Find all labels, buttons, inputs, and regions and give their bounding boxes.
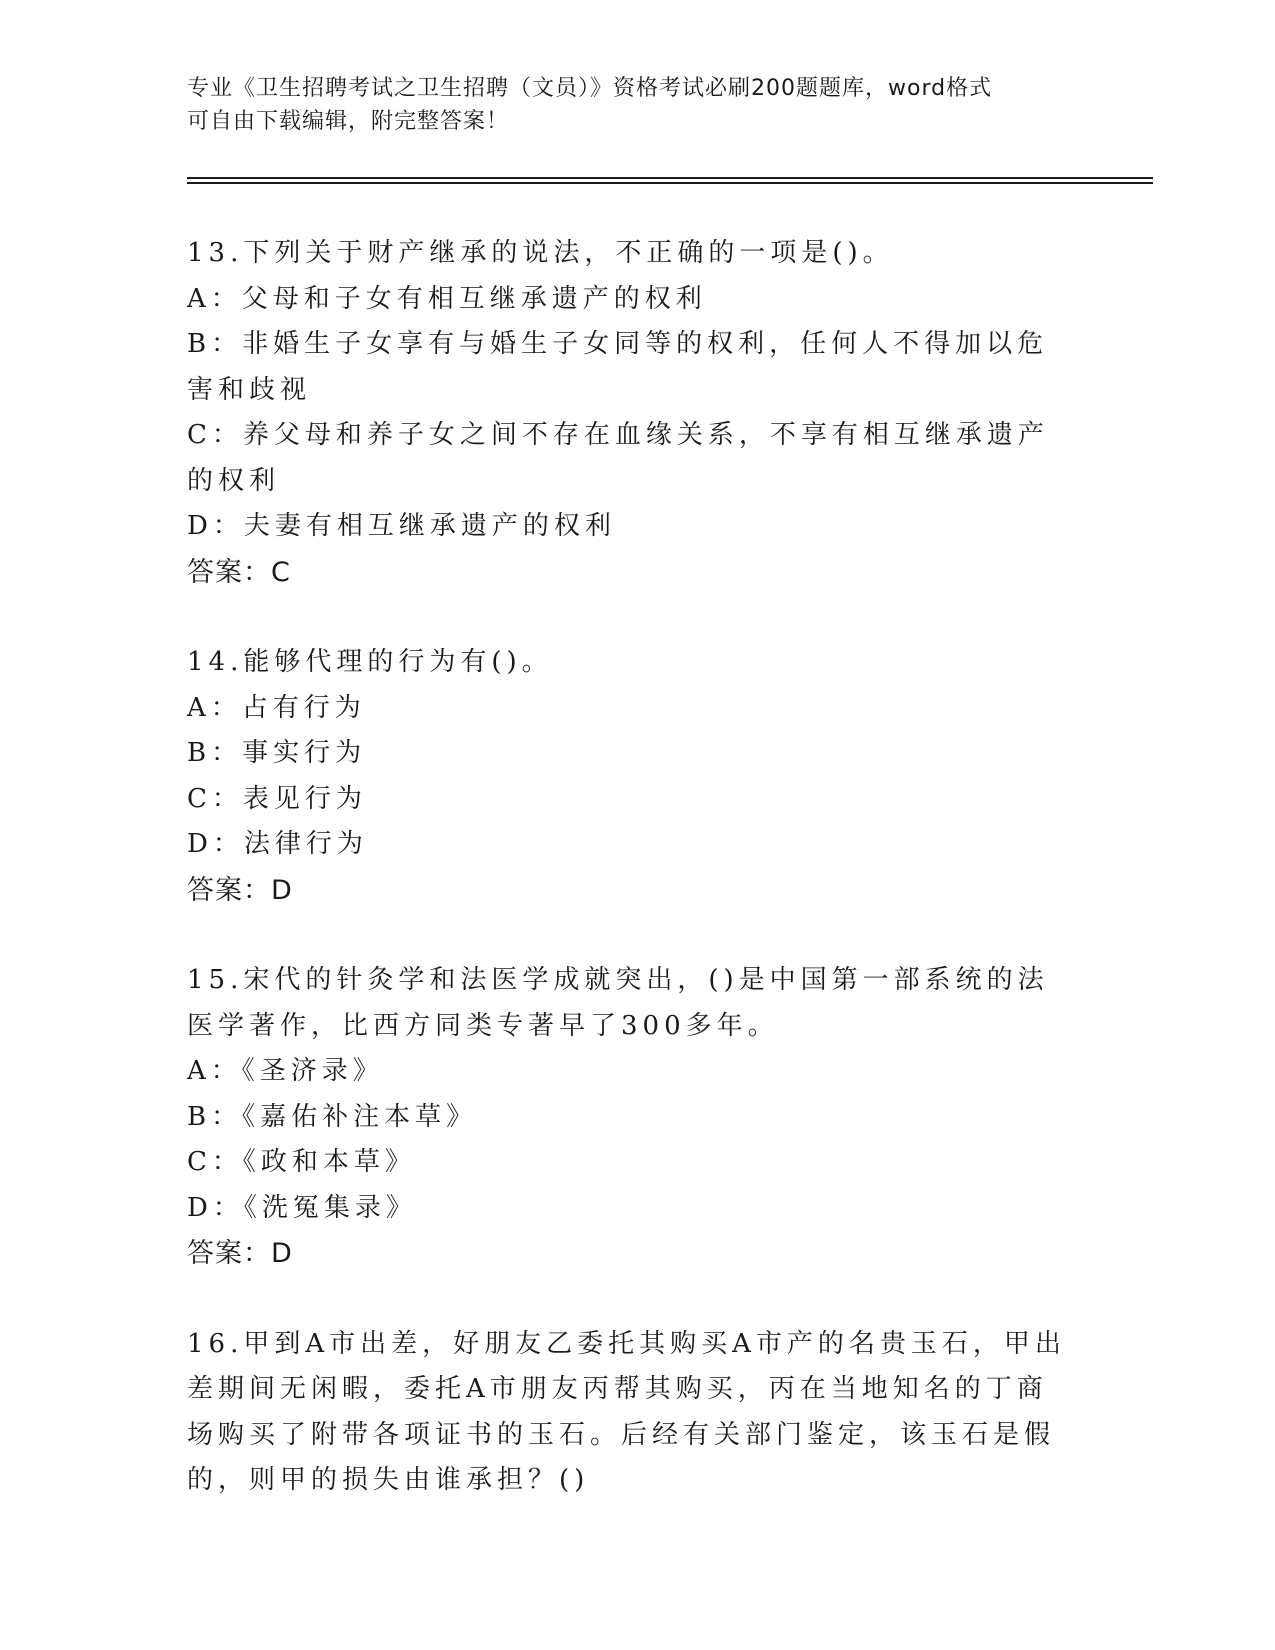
answer-text: 答案：D: [187, 1238, 293, 1269]
header-divider-top: [187, 177, 1153, 179]
answer-text: 答案：D: [187, 874, 293, 906]
option-a: A：父母和子女有相互继承遗产的权利: [187, 283, 707, 314]
question-text: 13.下列关于财产继承的说法，不正确的一项是()。: [187, 238, 894, 268]
option-b: B：非婚生子女享有与婚生子女同等的权利，任何人不得加以危害和歧视: [187, 329, 1049, 405]
option-d: D：夫妻有相互继承遗产的权利: [187, 511, 616, 541]
question-16: [187, 1322, 1077, 1504]
header-line-1: 专业《卫生招聘考试之卫生招聘（文员）》资格考试必刷200题题库，word格式: [187, 76, 993, 101]
option-a: A：《圣济录》: [187, 1056, 384, 1086]
option-c: C：养父母和养子女之间不存在血缘关系，不享有相互继承遗产的权利: [187, 420, 1049, 496]
document-header: [187, 72, 1087, 138]
option-b: B：事实行为: [187, 738, 367, 768]
question-list: [187, 231, 1077, 1549]
question-13: [187, 231, 1077, 595]
option-d: D：法律行为: [187, 829, 368, 859]
answer-text: 答案：C: [187, 556, 291, 588]
question-text: 16.甲到A市出差，好朋友乙委托其购买A市产的名贵玉石，甲出差期间无闲暇，委托A市朋友丙帮其购买，丙在当地知名的丁商场购买了附带各项证书的玉石。后经有关部门鉴定，该玉石是假的，则甲的损失由谁承担？(): [187, 1328, 1066, 1495]
option-b: B：《嘉佑补注本草》: [187, 1101, 478, 1132]
option-a: A：占有行为: [187, 692, 366, 723]
question-text: 14.能够代理的行为有()。: [187, 647, 553, 677]
option-d: D：《洗冤集录》: [187, 1192, 417, 1223]
option-c: C：表见行为: [187, 783, 367, 814]
question-15: [187, 958, 1077, 1277]
header-divider-bottom: [187, 182, 1153, 184]
question-14: [187, 640, 1077, 913]
option-c: C：《政和本草》: [187, 1147, 416, 1177]
header-line-2: 可自由下载编辑，附完整答案！: [187, 109, 510, 134]
question-text: 15.宋代的针灸学和法医学成就突出，()是中国第一部系统的法医学著作，比西方同类专著早了300多年。: [187, 965, 1049, 1041]
